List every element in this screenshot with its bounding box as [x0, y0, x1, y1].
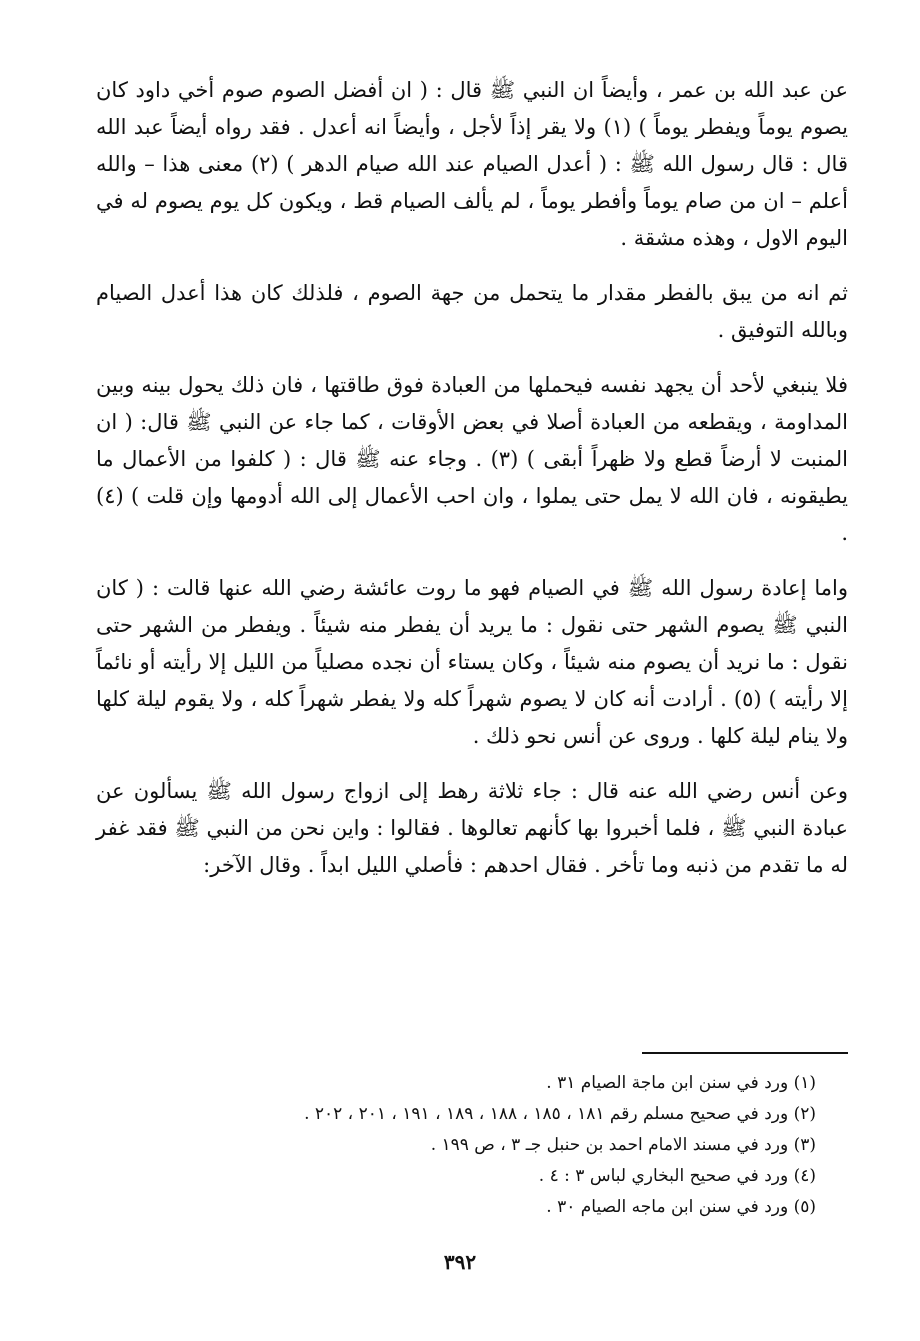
footnote-item-4: (٤) ورد في صحيح البخاري لباس ٣ : ٤ . [538, 1166, 816, 1186]
footnote-item-5: (٥) ورد في سنن ابن ماجه الصيام ٣٠ . [546, 1197, 816, 1217]
paragraph-4: واما إعادة رسول الله ﷺ في الصيام فهو ما روت عائشة رضي الله عنها قالت : ( كان النبي ﷺ يصوم الشهر حتى نقول : ما يريد أن يفطر منه شيئاً . ويفطر من الشهر حتى نقول : ما نريد أن يصوم منه شيئاً ، وكان يستاء أن نجده مصلياً من الليل إلا رأيته أو نائماً إلا رأيته ) (٥) . أرادت أنه كان لا يصوم شهراً كله ولا يفطر شهراً كله ، ولا يقوم ليلة كلها ولا ينام ليلة كلها . وروى عن أنس نحو ذلك . [96, 576, 848, 748]
footnotes-section [96, 1052, 848, 1223]
footnote-item-3: (٣) ورد في مسند الامام احمد بن حنبل جـ ٣ ، ص ١٩٩ . [430, 1135, 816, 1155]
footnote-list [96, 1068, 848, 1223]
paragraph-1: عن عبد الله بن عمر ، وأيضاً ان النبي ﷺ قال : ( ان أفضل الصوم صوم أخي داود كان يصوم يوماً ويفطر يوماً ) (١) ولا يقر إذاً لأجل ، وأيضاً انه أعدل . فقد رواه أيضاً عبد الله قال : قال رسول الله ﷺ : ( أعدل الصيام عند الله صيام الدهر ) (٢) معنى هذا – والله أعلم – ان من صام يوماً وأفطر يوماً ، لم يألف الصيام قط ، ويكون كل يوم يصوم له في اليوم الاول ، وهذه مشقة . [96, 78, 848, 250]
page-number: ٣٩٢ [443, 1250, 477, 1274]
footnote-item-1: (١) ورد في سنن ابن ماجة الصيام ٣١ . [546, 1073, 816, 1093]
page-body [96, 72, 848, 884]
paragraph-2: ثم انه من يبق بالفطر مقدار ما يتحمل من جهة الصوم ، فلذلك كان هذا أعدل الصيام وبالله التوفيق . [96, 281, 848, 342]
footnote-item-2: (٢) ورد في صحيح مسلم رقم ١٨١ ، ١٨٥ ، ١٨٨ ، ١٨٩ ، ١٩١ ، ٢٠١ ، ٢٠٢ . [304, 1104, 816, 1124]
footnote-divider [642, 1052, 848, 1054]
paragraph-5: وعن أنس رضي الله عنه قال : جاء ثلاثة رهط إلى ازواج رسول الله ﷺ يسألون عن عبادة النبي ﷺ ، فلما أخبروا بها كأنهم تعالوها . فقالوا : واين نحن من النبي ﷺ فقد غفر له ما تقدم من ذنبه وما تأخر . فقال احدهم : فأصلي الليل ابداً . وقال الآخر: [96, 779, 848, 877]
paragraph-3: فلا ينبغي لأحد أن يجهد نفسه فيحملها من العبادة فوق طاقتها ، فان ذلك يحول بينه وبين المداومة ، ويقطعه من العبادة أصلا في بعض الأوقات ، كما جاء عن النبي ﷺ قال: ( ان المنبت لا أرضاً قطع ولا ظهراً أبقى ) (٣) . وجاء عنه ﷺ قال : ( كلفوا من الأعمال ما يطيقونه ، فان الله لا يمل حتى يملوا ، وان احب الأعمال إلى الله أدومها وإن قلت ) (٤) . [96, 373, 848, 545]
